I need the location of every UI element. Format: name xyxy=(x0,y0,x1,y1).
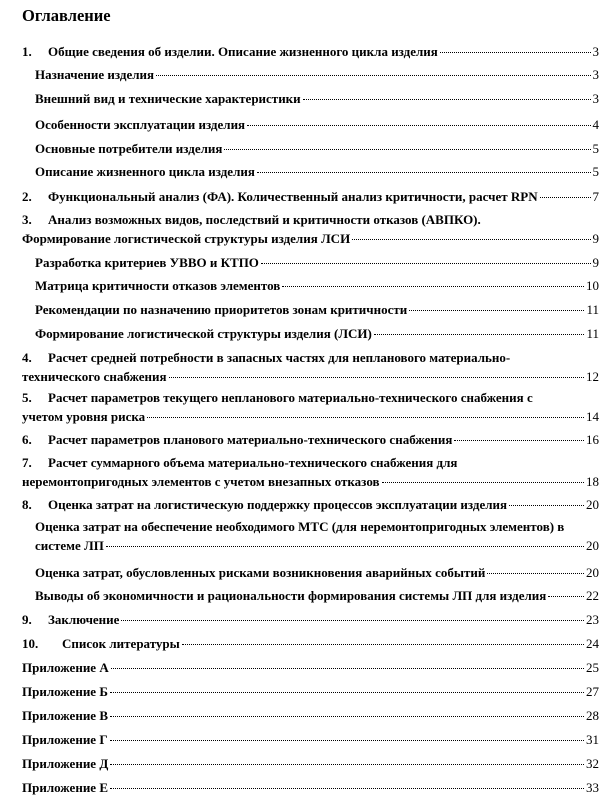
entry-title: Заключение xyxy=(48,612,120,627)
dot-leader xyxy=(110,692,584,693)
dot-leader xyxy=(487,573,584,574)
entry-title-line1: Расчет суммарного объема материально-технического снабжения для xyxy=(48,455,458,470)
entry-title: Оценка затрат на логистическую поддержку процессов эксплуатации изделия xyxy=(48,497,508,512)
toc-subentry[interactable] xyxy=(35,588,599,604)
entry-title-line1: Анализ возможных видов, последствий и критичности отказов (АВПКО). xyxy=(48,212,481,227)
entry-page: 20 xyxy=(586,538,599,553)
entry-page: 27 xyxy=(586,684,599,699)
entry-title: Приложение А xyxy=(22,660,109,675)
entry-title-line1: Расчет средней потребности в запасных частях для непланового материально- xyxy=(48,350,511,365)
entry-number: 6. xyxy=(22,432,32,447)
dot-leader xyxy=(169,377,584,378)
entry-page: 18 xyxy=(586,474,599,489)
entry-title: Рекомендации по назначению приоритетов зонам критичности xyxy=(35,302,408,317)
dot-leader xyxy=(382,482,584,483)
entry-page: 9 xyxy=(592,255,599,270)
dot-leader xyxy=(182,644,584,645)
entry-page: 3 xyxy=(592,91,599,106)
dot-leader xyxy=(106,546,584,547)
toc-subentry[interactable] xyxy=(35,302,599,318)
dot-leader xyxy=(110,764,584,765)
entry-number: 3. xyxy=(22,212,32,227)
toc-subentry[interactable] xyxy=(35,255,599,271)
dot-leader xyxy=(282,286,584,287)
dot-leader xyxy=(224,149,590,150)
entry-page: 22 xyxy=(586,588,599,603)
entry-page: 32 xyxy=(586,756,599,771)
toc-subentry[interactable] xyxy=(35,519,599,554)
entry-title: Приложение Д xyxy=(22,756,109,771)
entry-title: Назначение изделия xyxy=(35,67,155,82)
entry-page: 25 xyxy=(586,660,599,675)
dot-leader xyxy=(110,740,584,741)
toc-subentry[interactable] xyxy=(35,278,599,294)
entry-page: 11 xyxy=(586,326,599,341)
toc-entry-9[interactable] xyxy=(22,612,599,628)
entry-title: Расчет параметров планового материально-технического снабжения xyxy=(48,432,453,447)
entry-page: 24 xyxy=(586,636,599,651)
dot-leader xyxy=(352,239,590,240)
entry-page: 7 xyxy=(592,189,599,204)
dot-leader xyxy=(110,716,584,717)
dot-leader xyxy=(303,99,591,100)
toc-appendix[interactable] xyxy=(22,780,599,796)
toc-subentry[interactable] xyxy=(35,117,599,133)
dot-leader xyxy=(440,52,591,53)
entry-page: 9 xyxy=(592,231,599,246)
toc-entry-5[interactable] xyxy=(22,390,599,425)
entry-title: Общие сведения об изделии. Описание жизненного цикла изделия xyxy=(48,44,438,59)
dot-leader xyxy=(111,668,584,669)
entry-title: Функциональный анализ (ФА). Количественный анализ критичности, расчет RPN xyxy=(48,189,538,204)
dot-leader xyxy=(509,505,584,506)
dot-leader xyxy=(110,788,584,789)
entry-page: 33 xyxy=(586,780,599,795)
toc-appendix[interactable] xyxy=(22,660,599,676)
entry-title: Особенности эксплуатации изделия xyxy=(35,117,246,132)
entry-page: 4 xyxy=(592,117,599,132)
toc-appendix[interactable] xyxy=(22,708,599,724)
entry-page: 10 xyxy=(586,278,599,293)
entry-page: 5 xyxy=(592,141,599,156)
dot-leader xyxy=(156,75,590,76)
toc-entry-3[interactable] xyxy=(22,212,599,247)
entry-title: Приложение В xyxy=(22,708,108,723)
entry-number: 2. xyxy=(22,189,32,204)
toc-entry-7[interactable] xyxy=(22,455,599,490)
entry-title: Список литературы xyxy=(62,636,180,651)
dot-leader xyxy=(548,596,584,597)
dot-leader xyxy=(147,417,584,418)
entry-number: 8. xyxy=(22,497,32,512)
entry-title-line1: Оценка затрат на обеспечение необходимого МТС (для неремонтопригодных элементов) в xyxy=(35,519,565,534)
entry-title: Описание жизненного цикла изделия xyxy=(35,164,255,179)
entry-page: 11 xyxy=(586,302,599,317)
dot-leader xyxy=(409,310,584,311)
entry-title: Внешний вид и технические характеристики xyxy=(35,91,301,106)
toc-entry-10[interactable] xyxy=(22,636,599,652)
toc-appendix[interactable] xyxy=(22,684,599,700)
dot-leader xyxy=(261,263,591,264)
entry-title-line1: Расчет параметров текущего непланового материально-технического снабжения с xyxy=(48,390,533,405)
entry-page: 5 xyxy=(592,164,599,179)
entry-title-line2: технического снабжения xyxy=(22,369,167,384)
entry-number: 10. xyxy=(22,636,39,651)
entry-page: 12 xyxy=(586,369,599,384)
entry-page: 28 xyxy=(586,708,599,723)
entry-page: 31 xyxy=(586,732,599,747)
entry-title-line2: учетом уровня риска xyxy=(22,409,146,424)
toc-entry-8[interactable] xyxy=(22,497,599,513)
entry-number: 4. xyxy=(22,350,32,365)
entry-number: 1. xyxy=(22,44,32,59)
toc-entry-6[interactable] xyxy=(22,432,599,448)
toc-entry-2[interactable] xyxy=(22,189,599,205)
toc-subentry[interactable] xyxy=(35,164,599,180)
toc-subentry[interactable] xyxy=(35,565,599,581)
entry-page: 14 xyxy=(586,409,599,424)
toc-appendix[interactable] xyxy=(22,732,599,748)
dot-leader xyxy=(121,620,584,621)
toc-entry-1[interactable] xyxy=(22,44,599,60)
entry-page: 3 xyxy=(592,67,599,82)
toc-subentry[interactable] xyxy=(35,91,599,107)
dot-leader xyxy=(454,440,584,441)
entry-title-line2: неремонтопригодных элементов с учетом внезапных отказов xyxy=(22,474,380,489)
entry-title: Приложение Е xyxy=(22,780,108,795)
dot-leader xyxy=(257,172,591,173)
entry-title: Формирование логистической структуры изделия (ЛСИ) xyxy=(35,326,372,341)
toc-subentry[interactable] xyxy=(35,326,599,342)
entry-title: Выводы об экономичности и рациональности формирования системы ЛП для изделия xyxy=(35,588,547,603)
entry-title: Приложение Г xyxy=(22,732,108,747)
toc-subentry[interactable] xyxy=(35,141,599,157)
entry-number: 5. xyxy=(22,390,32,405)
dot-leader xyxy=(540,197,591,198)
entry-title-line2: Формирование логистической структуры изделия ЛСИ xyxy=(22,231,351,246)
entry-title: Приложение Б xyxy=(22,684,108,699)
entry-title: Оценка затрат, обусловленных рисками возникновения аварийных событий xyxy=(35,565,486,580)
entry-page: 16 xyxy=(586,432,599,447)
entry-page: 23 xyxy=(586,612,599,627)
toc-appendix[interactable] xyxy=(22,756,599,772)
entry-title: Матрица критичности отказов элементов xyxy=(35,278,281,293)
dot-leader xyxy=(247,125,590,126)
toc-entry-4[interactable] xyxy=(22,350,599,385)
dot-leader xyxy=(374,334,585,335)
entry-title: Разработка критериев УВВО и КТПО xyxy=(35,255,259,270)
entry-title-line2: системе ЛП xyxy=(35,538,104,553)
entry-number: 9. xyxy=(22,612,32,627)
entry-page: 3 xyxy=(592,44,599,59)
entry-page: 20 xyxy=(586,497,599,512)
entry-title: Основные потребители изделия xyxy=(35,141,223,156)
entry-number: 7. xyxy=(22,455,32,470)
toc-heading: Оглавление xyxy=(22,6,111,25)
entry-page: 20 xyxy=(586,565,599,580)
toc-subentry[interactable] xyxy=(35,67,599,83)
